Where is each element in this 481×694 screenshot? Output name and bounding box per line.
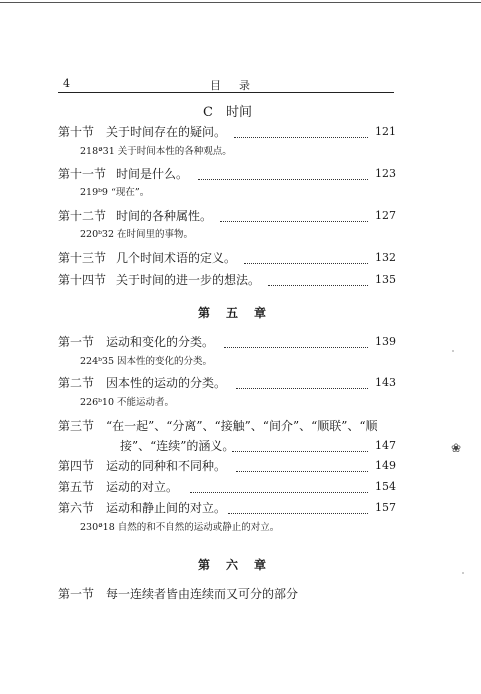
leader-dots bbox=[236, 461, 368, 472]
entry-page: 143 bbox=[375, 376, 396, 389]
chapter-heading-char: 章 bbox=[254, 306, 267, 320]
leader-dots bbox=[198, 169, 368, 180]
margin-flower-icon: ❀ bbox=[451, 441, 462, 455]
scan-top-edge bbox=[0, 2, 481, 3]
leader-dots bbox=[220, 211, 368, 222]
chapter-heading-char: 五 bbox=[226, 306, 239, 320]
entry-title: 因本性的运动的分类。 bbox=[106, 376, 227, 390]
entry-number: 第三节 bbox=[58, 419, 95, 433]
running-header bbox=[210, 77, 268, 93]
entry-number: 第十节 bbox=[58, 125, 95, 139]
entry-page: 132 bbox=[375, 251, 396, 264]
toc-entry[interactable] bbox=[58, 166, 396, 182]
toc-entry[interactable] bbox=[58, 418, 396, 434]
entry-page: 149 bbox=[375, 459, 396, 472]
chapter-heading-char: 第 bbox=[198, 306, 211, 320]
entry-number: 第一节 bbox=[58, 587, 95, 601]
entry-title: 关于时间存在的疑问。 bbox=[106, 125, 227, 139]
entry-page: 157 bbox=[375, 501, 396, 514]
entry-title: 运动和静止间的对立。 bbox=[106, 501, 227, 515]
entry-title: 时间是什么。 bbox=[116, 167, 189, 181]
entry-title: 几个时间术语的定义。 bbox=[116, 251, 237, 265]
entry-title: 运动的对立。 bbox=[106, 480, 179, 494]
toc-entry[interactable] bbox=[58, 124, 396, 140]
leader-dots bbox=[224, 337, 368, 348]
entry-page: 121 bbox=[375, 125, 396, 138]
entry-title: 运动和变化的分类。 bbox=[106, 335, 215, 349]
leader-dots bbox=[232, 441, 368, 452]
entry-subnote: 218ª31 关于时间本性的各种观点。 bbox=[80, 146, 232, 157]
entry-title-continued: 接”、“连续”的涵义。 bbox=[120, 439, 235, 453]
entry-number: 第五节 bbox=[58, 480, 95, 494]
section-heading-c: C 时间 bbox=[203, 105, 252, 120]
toc-entry[interactable] bbox=[58, 458, 396, 474]
entry-number: 第六节 bbox=[58, 501, 95, 515]
leader-dots bbox=[268, 275, 368, 286]
leader-dots bbox=[236, 378, 368, 389]
page-number: 4 bbox=[63, 77, 70, 90]
chapter-heading bbox=[198, 304, 282, 321]
entry-title: 时间的各种属性。 bbox=[116, 209, 213, 223]
entry-number: 第四节 bbox=[58, 459, 95, 473]
entry-number: 第十一节 bbox=[58, 167, 107, 181]
toc-entry[interactable] bbox=[58, 375, 396, 391]
entry-page: 123 bbox=[375, 167, 396, 180]
entry-title: 运动的同种和不同种。 bbox=[106, 459, 227, 473]
toc-entry[interactable] bbox=[58, 334, 396, 350]
entry-subnote: 226ᵇ10 不能运动者。 bbox=[80, 397, 175, 408]
entry-page: 154 bbox=[375, 480, 396, 493]
scan-speck bbox=[452, 350, 454, 352]
entry-number: 第十四节 bbox=[58, 273, 107, 287]
chapter-heading-char: 第 bbox=[198, 558, 211, 572]
entry-number: 第十三节 bbox=[58, 251, 107, 265]
toc-entry[interactable] bbox=[58, 479, 396, 495]
header-rule bbox=[58, 92, 394, 93]
toc-entry[interactable] bbox=[58, 208, 396, 224]
entry-title: 关于时间的进一步的想法。 bbox=[116, 273, 261, 287]
entry-page: 127 bbox=[375, 209, 396, 222]
scan-speck bbox=[462, 572, 464, 574]
toc-entry[interactable] bbox=[58, 586, 396, 602]
entry-number: 第一节 bbox=[58, 335, 95, 349]
entry-number: 第十二节 bbox=[58, 209, 107, 223]
entry-subnote: 230ª18 自然的和不自然的运动或静止的对立。 bbox=[80, 522, 280, 533]
entry-title: 每一连续者皆由连续而又可分的部分 bbox=[106, 587, 299, 601]
chapter-heading bbox=[198, 556, 282, 573]
leader-dots bbox=[234, 127, 368, 138]
entry-page: 147 bbox=[375, 439, 396, 452]
leader-dots bbox=[228, 503, 368, 514]
entry-number: 第二节 bbox=[58, 376, 95, 390]
leader-dots bbox=[244, 253, 368, 264]
leader-dots bbox=[190, 482, 368, 493]
toc-entry[interactable] bbox=[58, 500, 396, 516]
entry-title: “在一起”、“分离”、“接触”、“间介”、“顺联”、“顺 bbox=[106, 419, 378, 433]
entry-page: 139 bbox=[375, 335, 396, 348]
running-header-char: 录 bbox=[239, 79, 254, 92]
entry-subnote: 219ᵇ9 “现在”。 bbox=[80, 187, 150, 198]
running-header-char: 目 bbox=[210, 79, 225, 92]
toc-entry-continued[interactable] bbox=[58, 438, 396, 454]
entry-subnote: 220ᵇ32 在时间里的事物。 bbox=[80, 229, 194, 240]
entry-subnote: 224ᵇ35 因本性的变化的分类。 bbox=[80, 356, 213, 367]
toc-entry[interactable] bbox=[58, 250, 396, 266]
entry-page: 135 bbox=[375, 273, 396, 286]
chapter-heading-char: 六 bbox=[226, 558, 239, 572]
chapter-heading-char: 章 bbox=[254, 558, 267, 572]
toc-entry[interactable] bbox=[58, 272, 396, 288]
